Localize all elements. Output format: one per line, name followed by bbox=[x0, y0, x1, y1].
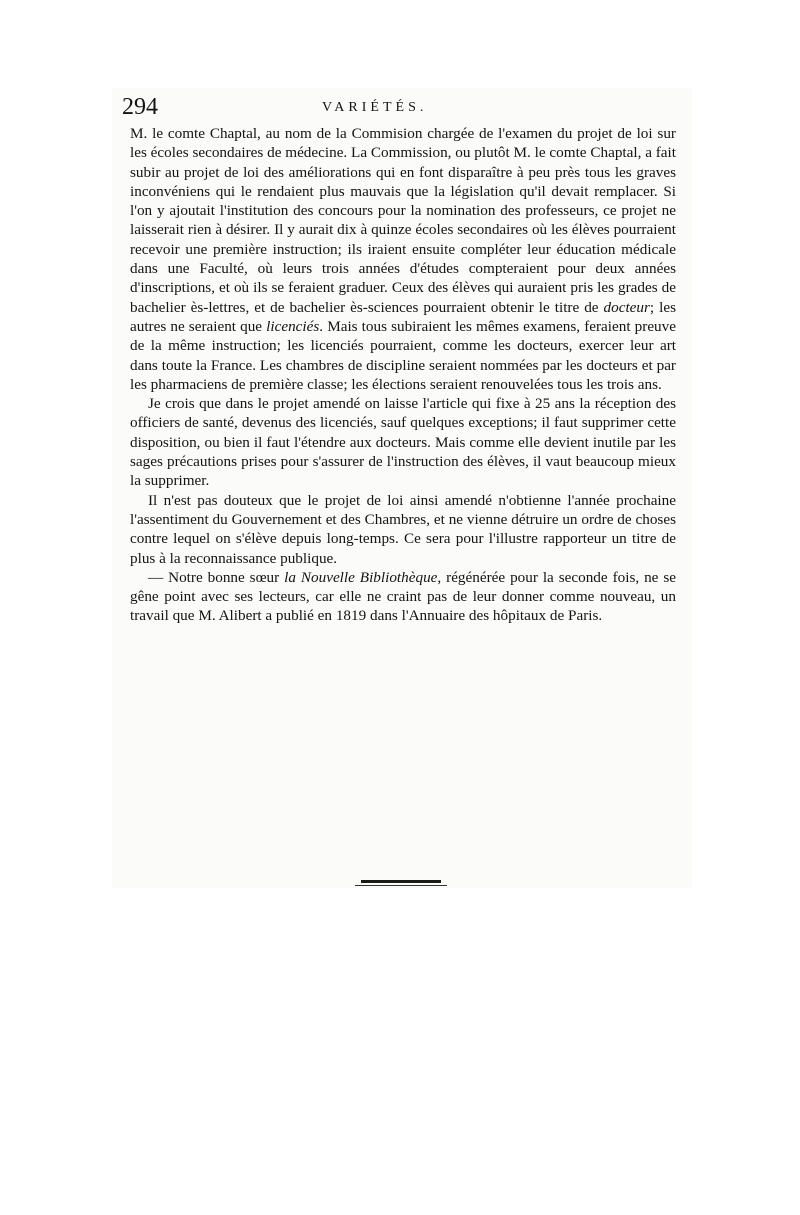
text-run: , régénérée pour la seconde fois, ne se gêne point avec ses lecteurs, car elle ne craint pas de leur donner comme nouveau, un travail que M. Alibert a publié en 1819 dans l'Annuaire des hôpitaux de Paris. bbox=[130, 568, 676, 625]
italic-term: docteur bbox=[603, 298, 650, 316]
end-rule bbox=[361, 880, 441, 883]
text-run: . Mais tous subiraient les mêmes examens, feraient preuve de la même instruction; les licenciés pourraient, comme les docteurs, exercer leur art dans toute la France. Les chambres de discipline seraient nommées par les docteurs et par les pharmaciens de première classe; les élections seraient renouvelées tous les trois ans. bbox=[130, 317, 676, 393]
page-number: 294 bbox=[122, 94, 158, 120]
text-run: Il n'est pas douteux que le projet de loi ainsi amendé n'obtienne l'année prochaine l'assentiment du Gouvernement et des Chambres, et ne vienne détruire un ordre de choses contre lequel on s'élève depuis long-temps. Ce sera pour l'illustre rapporteur un titre de plus à la reconnaissance publique. bbox=[130, 491, 676, 567]
page-header bbox=[122, 94, 680, 124]
text-run: ; les autres ne seraient que bbox=[130, 298, 676, 335]
paragraph bbox=[130, 491, 676, 568]
text-run: Je crois que dans le projet amendé on laisse l'article qui fixe à 25 ans la réception des officiers de santé, devenus des licenciés, sauf quelques exceptions; il faut supprimer cette disposition, ou bien il faut l'étendre aux docteurs. Mais comme elle devient inutile par les sages précautions prises pour s'assurer de l'instruction des élèves, il vaut beaucoup mieux la supprimer. bbox=[130, 395, 676, 490]
running-head: VARIÉTÉS. bbox=[322, 100, 428, 115]
paragraph bbox=[130, 394, 676, 490]
paragraph bbox=[130, 124, 676, 394]
text-run: M. le comte Chaptal, au nom de la Commision chargée de l'examen du projet de loi sur les écoles secondaires de médecine. La Commission, ou plutôt M. le comte Chaptal, a fait subir au projet de loi des améliorations qui en font disparaître à peu près tous les graves inconvéniens qui le rendaient plus mauvais que la législation qu'il devait remplacer. Si l'on y ajoutait l'institution des concours pour la nomination des professeurs, ce projet ne laisserait rien à désirer. Il y aurait dix à quinze écoles secondaires où les élèves pourraient recevoir une première instruction; ils iraient ensuite compléter leur éducation médicale dans une Faculté, où leurs trois années d'études compteraient pour deux années d'inscriptions, et où ils se feraient graduer. Ceux des élèves qui auraient pris les grades de bachelier ès-lettres, et de bachelier ès-sciences pourraient obtenir le titre de bbox=[130, 125, 676, 316]
text-run: — Notre bonne sœur bbox=[148, 568, 285, 586]
end-rule-thin bbox=[355, 885, 447, 886]
paragraph bbox=[130, 568, 676, 626]
italic-term: licenciés bbox=[266, 317, 320, 335]
body-text bbox=[130, 124, 676, 626]
italic-title: la Nouvelle Bibliothèque bbox=[284, 568, 438, 586]
